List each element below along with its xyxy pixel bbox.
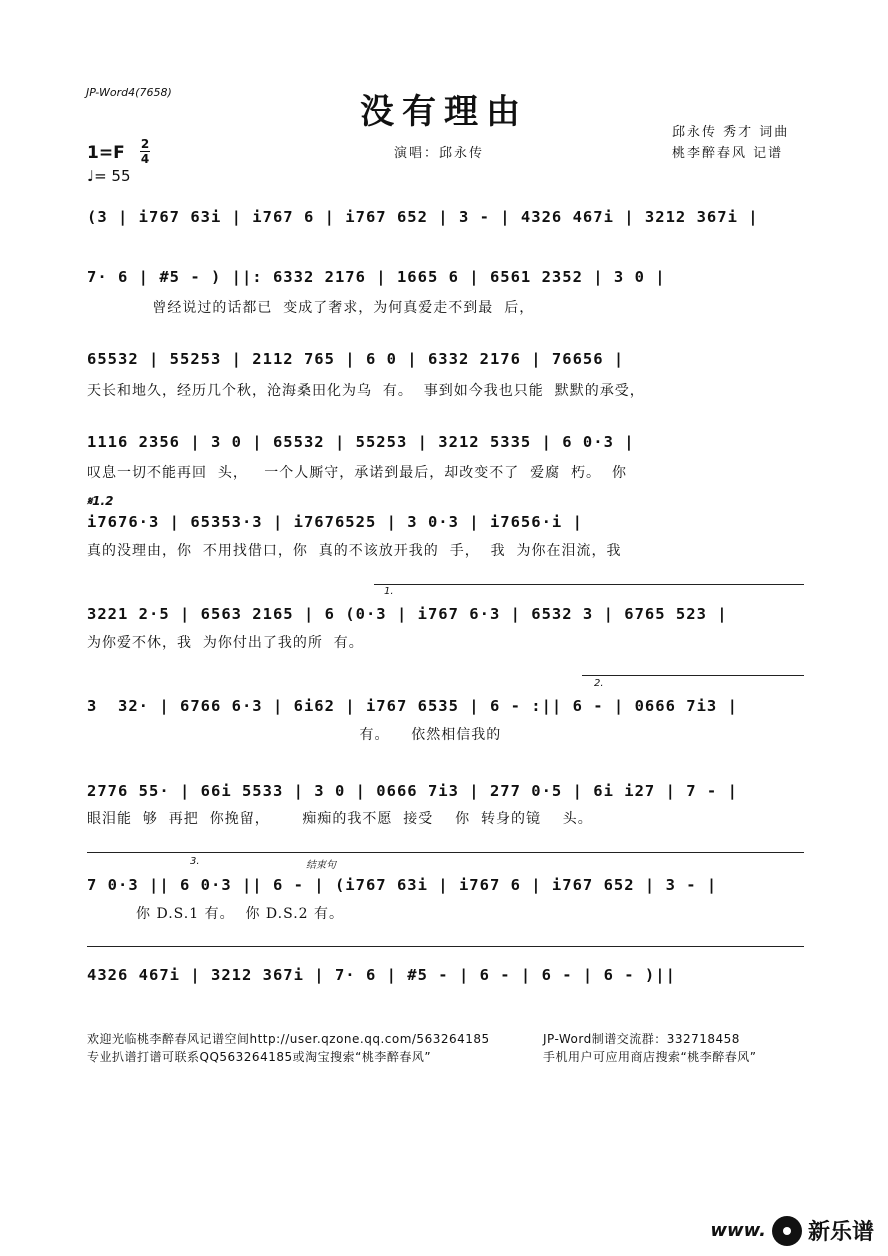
brand-url: www. xyxy=(710,1220,766,1241)
score-row-9-notes: 7 0·3 || 6 0·3 || 6 - | (i767 63i | i767 6 | i767 652 | 3 - | xyxy=(87,876,718,894)
score-row-4-notes: 1116 2356 | 3 0 | 65532 | 55253 | 3212 5335 | 6 0·3 | xyxy=(87,433,635,451)
score-row-7-notes: 3 32· | 6766 6·3 | 6i62 | i767 6535 | 6 - :|| 6 - | 0666 7i3 | xyxy=(87,697,738,715)
score-row-7-lyrics: 有。 依然相信我的 xyxy=(87,727,502,743)
score-row-2-notes: 7· 6 | #5 - ) ||: 6332 2176 | 1665 6 | 6561 2352 | 3 0 | xyxy=(87,268,666,286)
record-disc-icon xyxy=(772,1216,802,1246)
row-10-bracket xyxy=(87,946,804,947)
row-9-bracket xyxy=(87,852,804,853)
coda-label: 结束句 xyxy=(306,860,336,871)
ending-2-label: 2. xyxy=(594,678,604,689)
score-row-8-notes: 2776 55· | 66i 5533 | 3 0 | 0666 7i3 | 277 0·5 | 6i i27 | 7 - | xyxy=(87,782,738,800)
transcriber-credit: 桃李醉春风 记谱 xyxy=(672,146,784,161)
footer-line2-right: 手机用户可应用商店搜索“桃李醉春风” xyxy=(543,1050,757,1064)
writers-credit: 邱永传 秀才 词曲 xyxy=(672,125,790,140)
score-row-1-notes: (3 | i767 63i | i767 6 | i767 652 | 3 - | 4326 467i | 3212 367i | xyxy=(87,208,759,226)
brand-name: 新乐谱 xyxy=(807,1220,874,1245)
site-brand xyxy=(710,1215,874,1246)
footer-line2-left: 专业扒谱打谱可联系QQ563264185或淘宝搜索“桃李醉春风” xyxy=(87,1050,432,1064)
time-denominator: 4 xyxy=(140,152,150,166)
software-label: JP-Word4(7658) xyxy=(86,86,172,99)
time-numerator: 2 xyxy=(140,137,150,151)
score-row-3-lyrics: 天长和地久，经历几个秋，沧海桑田化为乌 有。 事到如今我也只能 默默的承受， xyxy=(87,383,645,399)
score-row-4-lyrics: 叹息一切不能再回 头， 一个人厮守，承诺到最后，却改变不了 爱腐 朽。 你 xyxy=(87,465,627,481)
ending-3-label: 3. xyxy=(190,856,200,867)
segno-marker: 𝄋1.2 xyxy=(87,494,114,508)
score-row-6-notes: 3221 2·5 | 6563 2165 | 6 (0·3 | i767 6·3 | 6532 3 | 6765 523 | xyxy=(87,605,728,623)
ending-1-bracket xyxy=(374,584,804,585)
score-row-3-notes: 65532 | 55253 | 2112 765 | 6 0 | 6332 2176 | 76656 | xyxy=(87,350,625,368)
song-title: 没有理由 xyxy=(360,92,528,132)
footer-line1-right: JP-Word制谱交流群：332718458 xyxy=(543,1032,740,1046)
score-row-2-lyrics: 曾经说过的话都已 变成了奢求，为何真爱走不到最 后， xyxy=(87,300,535,316)
ending-2-bracket xyxy=(582,675,804,676)
score-row-6-lyrics: 为你爱不休，我 为你付出了我的所 有。 xyxy=(87,635,364,651)
time-signature xyxy=(140,138,150,165)
tempo-mark: ♩= 55 xyxy=(87,167,131,185)
ending-1-label: 1. xyxy=(384,586,394,597)
singer-credit: 演唱：邱永传 xyxy=(394,146,485,161)
score-row-5-lyrics: 真的没理由，你 不用找借口，你 真的不该放开我的 手， 我 为你在泪流，我 xyxy=(87,543,622,559)
footer-line1-left: 欢迎光临桃李醉春风记谱空间http://user.qzone.qq.com/563264185 xyxy=(87,1032,490,1046)
score-row-9-lyrics: 你 D.S.1 有。 你 D.S.2 有。 xyxy=(87,906,345,922)
score-row-5-notes: i7676·3 | 65353·3 | i7676525 | 3 0·3 | i7656·i | xyxy=(87,513,583,531)
score-row-10-notes: 4326 467i | 3212 367i | 7· 6 | #5 - | 6 - | 6 - | 6 - )|| xyxy=(87,966,676,984)
key-signature: 1=F xyxy=(87,143,125,163)
score-row-8-lyrics: 眼泪能 够 再把 你挽留， 痴痴的我不愿 接受 你 转身的镜 头。 xyxy=(87,811,593,827)
